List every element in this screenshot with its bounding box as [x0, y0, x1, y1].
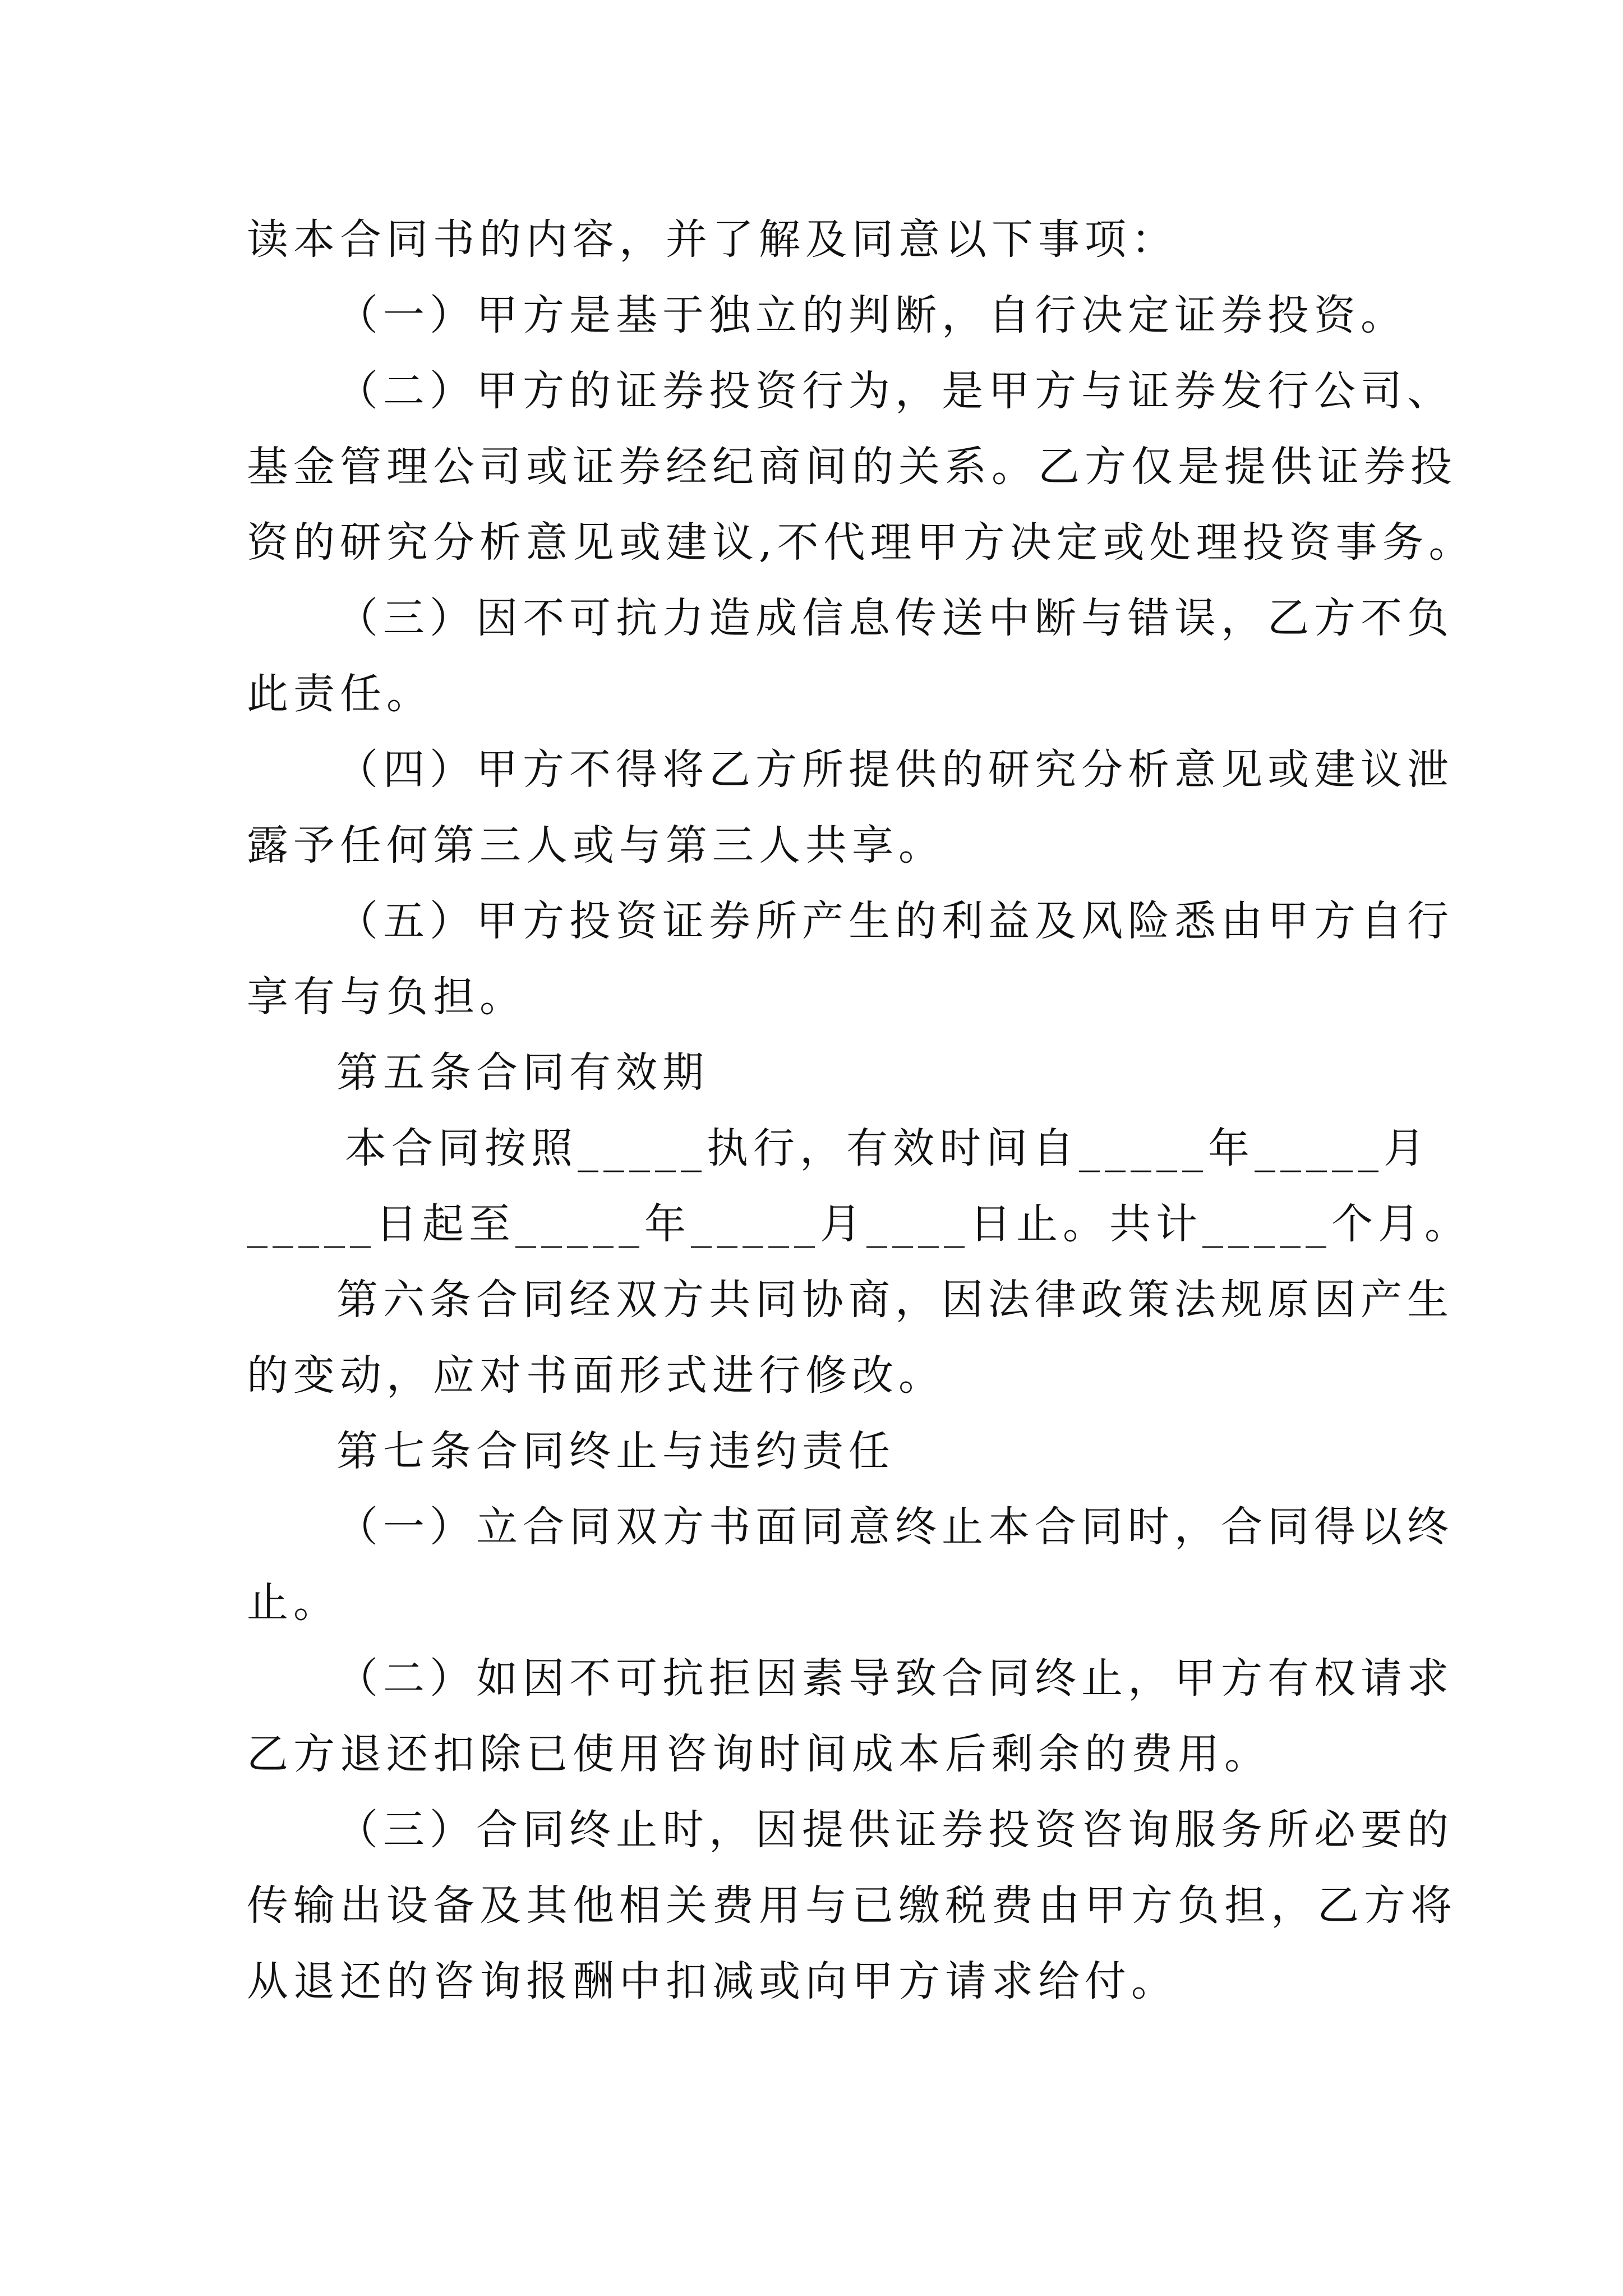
- text-line: （二）甲方的证券投资行为，是甲方与证券发行公司、: [336, 367, 1454, 415]
- text-line: 享有与负担。: [247, 973, 526, 1021]
- text-line: （四）甲方不得将乙方所提供的研究分析意见或建议泄: [336, 746, 1454, 794]
- text-line: 止。: [247, 1579, 340, 1627]
- text-line: （三）因不可抗力造成信息传送中断与错误，乙方不负: [336, 594, 1454, 642]
- text-line: 读本合同书的内容，并了解及同意以下事项：: [247, 215, 1178, 264]
- section-heading: 第五条合同有效期: [336, 1048, 709, 1097]
- text-line: 乙方退还扣除已使用咨询时间成本后剩余的费用。: [247, 1730, 1271, 1778]
- text-line: （二）如因不可抗拒因素导致合同终止，甲方有权请求: [336, 1654, 1454, 1703]
- section-heading: 第七条合同终止与违约责任: [336, 1427, 895, 1475]
- text-line: 从退还的咨询报酬中扣减或向甲方请求给付。: [247, 1957, 1178, 2005]
- text-line: （五）甲方投资证券所产生的利益及风险悉由甲方自行: [336, 897, 1454, 945]
- text-line: 传输出设备及其他相关费用与已缴税费由甲方负担，乙方将: [247, 1881, 1457, 1930]
- text-line: _____日起至_____年_____月____日止。共计_____个月。: [247, 1200, 1471, 1248]
- text-line: 露予任何第三人或与第三人共享。: [247, 821, 945, 869]
- text-line: 第六条合同经双方共同协商，因法律政策法规原因产生: [336, 1276, 1454, 1324]
- text-line: 本合同按照_____执行，有效时间自_____年_____月: [345, 1124, 1430, 1172]
- text-line: 资的研究分析意见或建议,不代理甲方决定或处理投资事务。: [247, 518, 1476, 567]
- text-line: 基金管理公司或证券经纪商间的关系。乙方仅是提供证券投: [247, 443, 1457, 491]
- text-line: （一）立合同双方书面同意终止本合同时，合同得以终: [336, 1503, 1454, 1551]
- text-line: 此责任。: [247, 670, 433, 718]
- text-line: （三）合同终止时，因提供证券投资咨询服务所必要的: [336, 1806, 1454, 1854]
- text-line: 的变动，应对书面形式进行修改。: [247, 1351, 945, 1400]
- text-line: （一）甲方是基于独立的判断，自行决定证券投资。: [336, 291, 1407, 339]
